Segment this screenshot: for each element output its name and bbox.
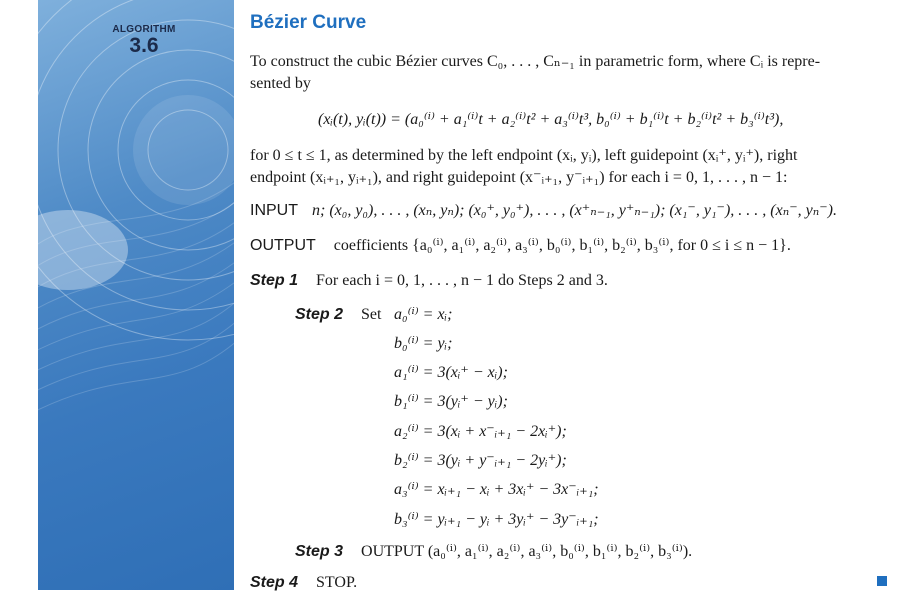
intro-line-4: endpoint (xᵢ₊₁, yᵢ₊₁), and right guidepoint (x⁻ᵢ₊₁, y⁻ᵢ₊₁) for each i = 0, 1, . . . , n − 1: — [250, 169, 788, 186]
input-row — [250, 201, 837, 221]
intro-line-3: for 0 ≤ t ≤ 1, as determined by the left endpoint (xᵢ, yᵢ), left guidepoint (xᵢ⁺, yᵢ⁺), right — [250, 147, 798, 164]
step-3 — [295, 542, 692, 562]
step-2-eq-6: b₂⁽ⁱ⁾ = 3(yᵢ + y⁻ᵢ₊₁ − 2yᵢ⁺); — [394, 452, 567, 469]
step-4 — [250, 573, 357, 593]
step-3-label: Step 3 — [295, 543, 344, 560]
parametric-formula: (xᵢ(t), yᵢ(t)) = (a₀⁽ⁱ⁾ + a₁⁽ⁱ⁾t + a₂⁽ⁱ⁾t² + a₃⁽ⁱ⁾t³, b₀⁽ⁱ⁾ + b₁⁽ⁱ⁾t + b₂⁽ⁱ⁾t² + b₃⁽ⁱ⁾t³), — [318, 111, 784, 128]
step-2-label: Step 2 — [295, 306, 344, 323]
step-2-eq-4: b₁⁽ⁱ⁾ = 3(yᵢ⁺ − yᵢ); — [394, 393, 508, 410]
end-of-algorithm-mark — [877, 576, 887, 586]
step-1 — [250, 271, 608, 291]
step-2-eq-1: a₀⁽ⁱ⁾ = xᵢ; — [394, 306, 453, 323]
step-1-label: Step 1 — [250, 272, 299, 289]
decorative-swirl-graphic — [38, 0, 234, 590]
step-1-text: For each i = 0, 1, . . . , n − 1 do Steps 2 and 3. — [316, 272, 608, 289]
step-2-eq-8: b₃⁽ⁱ⁾ = yᵢ₊₁ − yᵢ + 3yᵢ⁺ − 3y⁻ᵢ₊₁; — [394, 511, 599, 528]
output-row — [250, 236, 791, 256]
algorithm-label: ALGORITHM — [112, 24, 176, 35]
algorithm-sidebar — [38, 0, 234, 590]
step-2-set: Set — [361, 306, 382, 323]
step-2-eq-7: a₃⁽ⁱ⁾ = xᵢ₊₁ − xᵢ + 3xᵢ⁺ − 3x⁻ᵢ₊₁; — [394, 481, 599, 498]
intro-line-2: sented by — [250, 75, 311, 92]
step-2-eq-2: b₀⁽ⁱ⁾ = yᵢ; — [394, 335, 453, 352]
output-label: OUTPUT — [250, 237, 316, 254]
step-4-text: STOP. — [316, 574, 358, 591]
input-label: INPUT — [250, 202, 298, 219]
output-text: coefficients {a₀⁽ⁱ⁾, a₁⁽ⁱ⁾, a₂⁽ⁱ⁾, a₃⁽ⁱ⁾, b₀⁽ⁱ⁾, b₁⁽ⁱ⁾, b₂⁽ⁱ⁾, b₃⁽ⁱ⁾, for 0 ≤ i ≤ n − 1}. — [333, 237, 791, 254]
step-4-label: Step 4 — [250, 574, 299, 591]
page-title: Bézier Curve — [250, 12, 367, 33]
intro-line-1: To construct the cubic Bézier curves C₀, . . . , Cₙ₋₁ in parametric form, where Cᵢ is repre- — [250, 53, 821, 70]
step-2-eq-5: a₂⁽ⁱ⁾ = 3(xᵢ + x⁻ᵢ₊₁ − 2xᵢ⁺); — [394, 423, 567, 440]
step-2 — [295, 305, 381, 325]
input-text: n; (x₀, y₀), . . . , (xₙ, yₙ); (x₀⁺, y₀⁺), . . . , (x⁺ₙ₋₁, y⁺ₙ₋₁); (x₁⁻, y₁⁻), . . . , (xₙ⁻, yₙ⁻). — [312, 202, 837, 219]
step-3-text: OUTPUT (a₀⁽ⁱ⁾, a₁⁽ⁱ⁾, a₂⁽ⁱ⁾, a₃⁽ⁱ⁾, b₀⁽ⁱ⁾, b₁⁽ⁱ⁾, b₂⁽ⁱ⁾, b₃⁽ⁱ⁾). — [361, 543, 693, 560]
algorithm-number: 3.6 — [129, 34, 159, 57]
step-2-eq-3: a₁⁽ⁱ⁾ = 3(xᵢ⁺ − xᵢ); — [394, 364, 508, 381]
